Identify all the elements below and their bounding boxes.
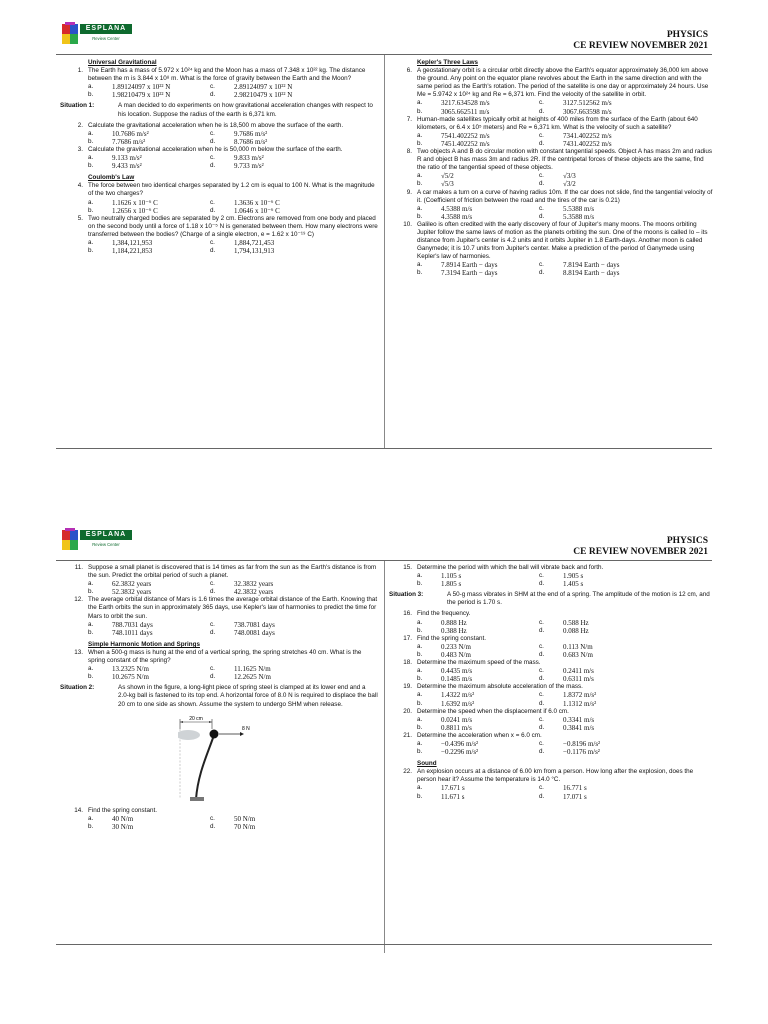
choices-row: a. 0.233 N/m c. 0.113 N/m [417,642,593,651]
situation-2: Situation 2: As shown in the figure, a long-light piece of spring steel is clamped at its lower end and a 2.0-kg ball is fastened to its top end. A horizontal force of 8.0 N is required to displace the ball 20 cm to one side as shown. Assume the system to undergo SHM when release. [60,684,378,708]
choices-row: b. 7.7686 m/s² d. 8.7686 m/s² [88,137,268,146]
section-heading: Coulomb's Law [88,174,135,182]
question-12: 12. The average orbital distance of Mars is 1.6 times the average orbital distance of the Earth. Knowing that the Earth orbits the sun in approximately 365 days, use Kepler's law of harmonies to predict the time for Mars to orbit the sun. [74,596,378,620]
choices-row: a. 62.3832 years c. 32.3832 years [88,580,274,589]
choices-row: b. 11.671 s d. 17.071 s [417,792,587,801]
section-heading: Universal Gravitational [88,59,157,66]
choices-row: a. 1.105 s c. 1.905 s [417,572,584,581]
choices-row: a. 7.8914 Earth − days c. 7.8194 Earth − days [417,261,620,270]
logo-wordmark: ESPLANA [80,530,132,540]
choices-row: a. 1.4322 m/s² c. 1.8372 m/s² [417,691,597,700]
choices-row: b. 0.8811 m/s d. 0.3841 m/s [417,723,595,732]
question-2: 2. Calculate the gravitational acceleration when he is 18,500 m above the surface of the earth. [77,121,344,129]
spring-figure [178,713,268,803]
logo-tagline: Review Center [92,36,120,41]
choices-row: a. 1.89124097 x 10²² N c. 2.89124097 x 10²² N [88,83,293,92]
question-22: 22. An explosion occurs at a distance of 6.00 km from a person. How long after the explosion, does the person hear it? Assume the temperature is 14.0 °C. [403,768,694,784]
logo-wordmark: ESPLANA [80,24,132,34]
choices-row: b. √5/3 d. √3/2 [417,180,576,189]
choices-row: b. 1,184,221,853 d. 1,794,131,913 [88,247,275,256]
exam-sheet-1 [0,16,768,496]
cube-logo-icon [62,528,78,550]
distance-label: 20 cm [189,715,203,722]
question-4: 4. The force between two identical charges separated by 1.2 cm is equal to 100 N. What is the magnitude of the two charges? [77,182,375,198]
choices-row: a. 4.5388 m/s c. 5.5388 m/s [417,204,595,213]
force-label: 8 N [242,725,250,732]
question-9: 9. A car makes a turn on a curve of having radius 10m. If the car does not slide, find the tangential velocity of it. (Coefficient of friction between the road and the tires of the car is 0.21) [406,188,713,204]
footer-rule [56,944,712,945]
question-17: 17. Find the spring constant. [403,634,486,642]
choices-row: a. 40 N/m c. 50 N/m [88,814,256,823]
header-title: CE REVIEW NOVEMBER 2021 [573,547,708,557]
right-column [389,564,713,801]
question-10: 10. Galileo is often credited with the early discovery of four of Jupiter's many moons. The moons orbiting Jupiter follow the same laws of motion as the planets orbiting the sun. One of the moons is called Io – its distance from Jupiter's center is 4.2 units and it orbits Jupiter in 1.8 Earth-days. Another moon is called Ganymede; it is 10.7 units from Jupiter's center. Make a prediction of the period of Ganymede using Kepler's law of harmonies. [403,220,708,261]
column-divider [384,55,385,448]
spring-steel-diagram [178,713,268,803]
column-divider [384,561,385,953]
header-subject: PHYSICS [666,30,708,40]
choices-row: b. 30 N/m d. 70 N/m [88,822,256,831]
question-6: 6. A geostationary orbit is a circular orbit directly above the Earth's equator approximately 36,000 km above the ground. Any point on the equator plane revolves about the Earth in the same direction and with the same period as the Earth's rotation. The period of the satellite is one day or approximately 24 hours. Use Me = 5.9742 x 10²⁴ kg and Re = 6,371 km. Find the velocity of the satellite in orbit. [406,67,709,99]
header-subject: PHYSICS [666,536,708,546]
question-7: 7. Human-made satellites typically orbit at heights of 400 miles from the surface of the Earth (about 640 kilometers, or 6.4 x 10⁵ meters) and Re = 6,371 km. What is the velocity of such a satellite? [406,115,698,131]
section-heading: Sound [417,760,437,768]
question-21: 21. Determine the acceleration when x = 6.0 cm. [403,731,542,739]
choices-row: b. 1.2656 x 10⁻⁶ C d. 1.0646 x 10⁻⁶ C [88,206,280,215]
choices-row: b. −0.2296 m/s² d. −0.1176 m/s² [417,748,600,757]
question-1: 1. The Earth has a mass of 5.972 x 10²⁴ kg and the Moon has a mass of 7.348 x 10²² kg. The distance between the m is 3.844 x 10⁸ m. What is the force of gravity between the Earth and the Moon? [77,67,366,83]
question-20: 20. Determine the speed when the displacement if 6.0 cm. [403,707,569,715]
question-14: 14. Find the spring constant. [74,806,157,814]
cube-logo-icon [62,22,78,44]
situation-1: Situation 1: A man decided to do experiments on how gravitational acceleration changes with respect to his location. Suppose the radius of the earth is 6,371 km. [60,102,373,118]
choices-row: a. 7541.402252 m/s c. 7341.402252 m/s [417,131,612,140]
choices-row: a. 1,384,121,953 c. 1,884,721,453 [88,238,275,247]
choices-row: a. √5/2 c. √3/3 [417,172,576,181]
choices-row: a. −0.4396 m/s² c. −0.8196 m/s² [417,739,601,748]
choices-row: a. 0.4435 m/s c. 0.2411 m/s [417,667,594,676]
choices-row: a. 788.7031 days c. 738.7081 days [88,620,275,629]
choices-row: b. 7.3194 Earth − days d. 8.8194 Earth − days [417,269,620,278]
situation-3: Situation 3: A 50-g mass vibrates in SHM at the end of a spring. The amplitude of the motion is 12 cm, and the period is 1.70 s. [389,591,710,607]
section-heading: Simple Harmonic Motion and Springs [88,640,200,648]
right-column [389,58,713,278]
question-8: 8. Two objects A and B do circular motion with constant tangential speeds. Object A has mass 2m and radius R and object B has mass 3m and radius 2R. If the centripetal forces of these objects are the same, find the ratio of the tangential speed of these objects. [406,148,713,172]
choices-row: b. 1.805 s d. 1.405 s [417,580,584,589]
choices-row: b. 748.1011 days d. 748.0081 days [88,628,275,637]
question-11: 11. Suppose a small planet is discovered that is 14 times as far from the sun as the Earth's distance is from the sun. Predict the orbital period of such a planet. [74,564,377,580]
question-16: 16. Find the frequency. [403,610,471,618]
question-5: 5. Two neutrally charged bodies are separated by 2 cm. Electrons are removed from one body and placed on the second body until a force of 1.18 x 10⁻⁵ N is generated between them. How many electrons were transferred between the bodies? (Charge of a single electron, e = 1.62 x 10⁻¹⁹ C) [77,214,378,238]
esplana-logo [62,22,134,46]
exam-sheet-2 [0,522,768,1002]
choices-row: a. 0.888 Hz c. 0.588 Hz [417,618,589,627]
choices-row: b. 0.483 N/m d. 0.683 N/m [417,650,593,659]
logo-tagline: Review Center [92,542,120,547]
choices-row: b. 0.388 Hz d. 0.088 Hz [417,626,589,635]
left-column [60,564,378,831]
choices-row: a. 17.671 s c. 16.771 s [417,784,587,793]
section-heading: Kepler's Three Laws [417,59,478,66]
choices-row: b. 3065.662511 m/s d. 3067.663598 m/s [417,107,612,116]
choices-row: b. 1.98210479 x 10²² N d. 2.98210479 x 10²² N [88,91,293,100]
question-19: 19. Determine the maximum absolute acceleration of the mass. [403,683,583,691]
choices-row: a. 3217.634528 m/s c. 3127.512562 m/s [417,99,612,108]
choices-row: b. 9.433 m/s² d. 9.733 m/s² [88,162,264,171]
choices-row: a. 0.0241 m/s c. 0.3341 m/s [417,715,595,724]
choices-row: a. 1.1626 x 10⁻⁶ C c. 1.3636 x 10⁻⁶ C [88,198,280,207]
question-3: 3. Calculate the gravitational acceleration when he is 50,000 m below the surface of the earth. [77,145,343,153]
choices-row: b. 4.3588 m/s d. 5.3588 m/s [417,212,595,221]
choices-row: b. 52.3832 years d. 42.3832 years [88,588,274,597]
left-column [60,58,378,255]
choices-row: a. 13.2325 N/m c. 11.1625 N/m [88,665,271,674]
choices-row: b. 1.6392 m/s² d. 1.1312 m/s² [417,699,597,708]
choices-row: b. 10.2675 N/m d. 12.2625 N/m [88,673,271,682]
question-15: 15. Determine the period with which the ball will vibrate back and forth. [403,564,604,571]
esplana-logo [62,528,134,552]
question-13: 13. When a 500-g mass is hung at the end of a vertical spring, the spring stretches 40 cm. What is the spring constant of the spring? [74,648,362,665]
header-title: CE REVIEW NOVEMBER 2021 [573,41,708,51]
choices-row: a. 9.133 m/s² c. 9.833 m/s² [88,154,264,163]
footer-rule [56,448,712,449]
choices-row: b. 7451.402252 m/s d. 7431.402252 m/s [417,139,612,148]
choices-row: b. 0.1485 m/s d. 0.6311 m/s [417,675,594,684]
choices-row: a. 10.7686 m/s² c. 9.7686 m/s² [88,129,268,138]
question-18: 18. Determine the maximum speed of the mass. [403,659,541,667]
